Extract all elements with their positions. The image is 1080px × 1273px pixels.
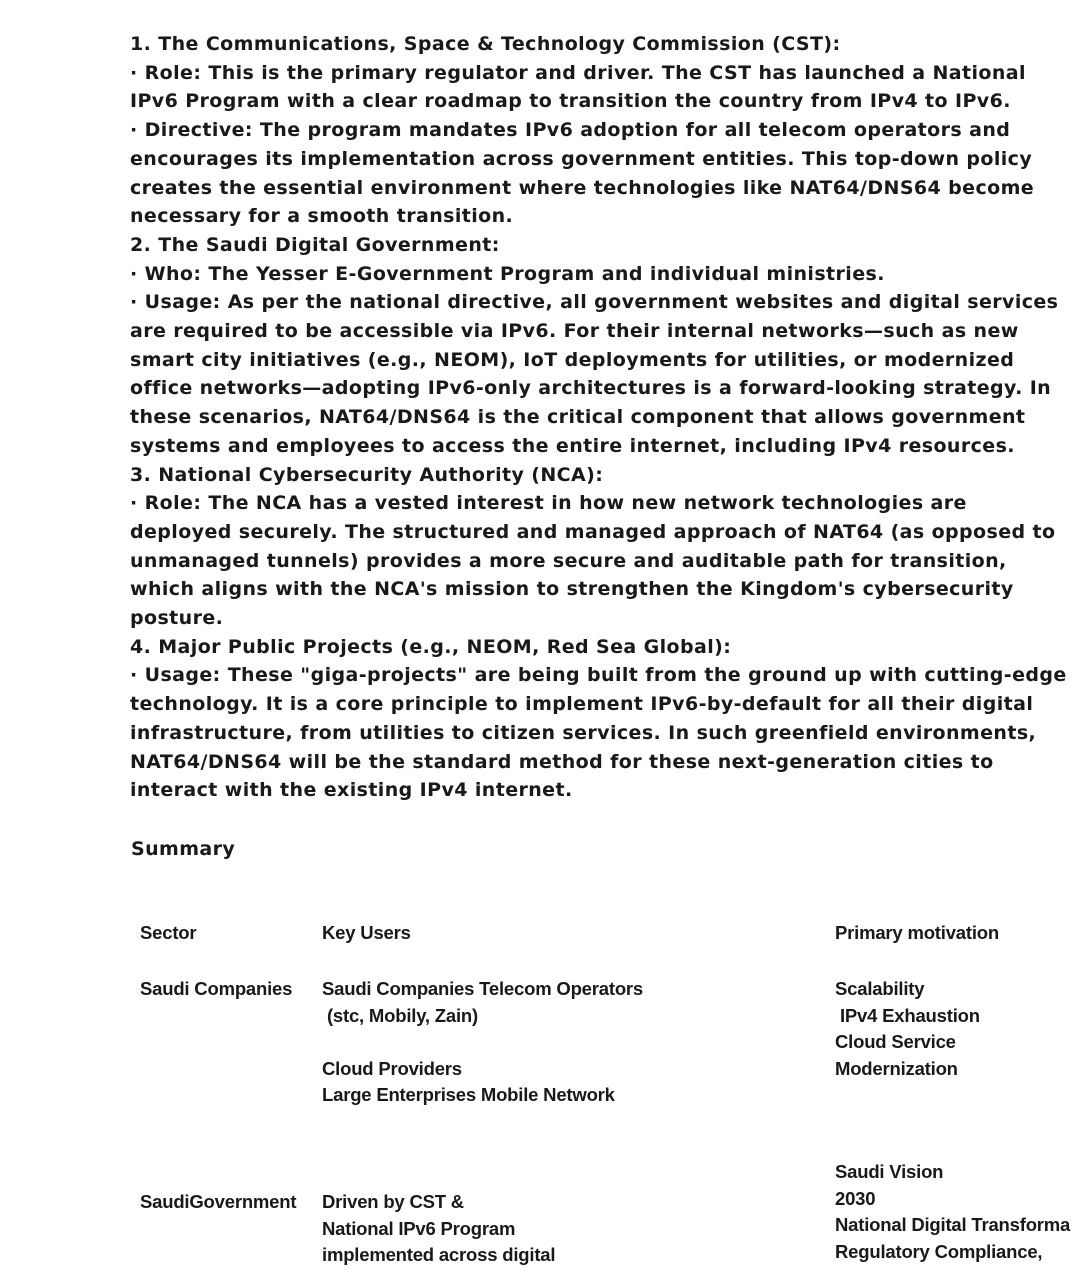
body-line: · Who: The Yesser E-Government Program and individual ministries. xyxy=(130,262,885,285)
table-cell-line: IPv4 Exhaustion xyxy=(835,1004,980,1026)
body-line: · Directive: The program mandates IPv6 adoption for all telecom operators and xyxy=(130,119,1011,142)
body-line: smart city initiatives (e.g., NEOM), IoT deployments for utilities, or modernized xyxy=(130,348,1015,371)
table-cell-line: (stc, Mobily, Zain) xyxy=(322,1004,478,1026)
table-cell-line: National IPv6 Program xyxy=(322,1217,516,1239)
body-line: interact with the existing IPv4 internet. xyxy=(130,779,573,802)
body-line: IPv6 Program with a clear roadmap to transition the country from IPv4 to IPv6. xyxy=(130,90,1011,113)
table-cell-line: Driven by CST & xyxy=(322,1191,464,1212)
body-line: 4. Major Public Projects (e.g., NEOM, Red Sea Global): xyxy=(130,635,732,658)
table-cell-line: Large Enterprises Mobile Network xyxy=(322,1084,615,1106)
body-line: which aligns with the NCA's mission to strengthen the Kingdom's cybersecurity xyxy=(130,578,1014,601)
body-line: encourages its implementation across government entities. This top-down policy xyxy=(130,147,1033,170)
table-cell-line: Saudi Companies Telecom Operators xyxy=(322,978,644,999)
body-line: 2. The Saudi Digital Government: xyxy=(130,233,500,256)
table-header-sector: Sector xyxy=(140,922,197,943)
table-cell-line: Scalability xyxy=(835,978,925,999)
body-line: infrastructure, from utilities to citizen services. In such greenfield environments, xyxy=(130,721,1037,744)
table-cell-line: Saudi Vision xyxy=(835,1161,944,1182)
body-line: necessary for a smooth transition. xyxy=(130,205,514,228)
table-header-primary-motivation: Primary motivation xyxy=(835,922,999,943)
body-line: posture. xyxy=(130,607,224,630)
table-cell-line xyxy=(322,1029,643,1056)
table-cell-line: National Digital Transforma xyxy=(835,1214,1071,1236)
table-cell-sector-row1: Saudi Companies xyxy=(140,978,293,999)
body-line: these scenarios, NAT64/DNS64 is the critical component that allows government xyxy=(130,406,1026,429)
table-cell-line: 2030 xyxy=(835,1187,876,1209)
body-line: technology. It is a core principle to implement IPv6-by-default for all their digital xyxy=(130,693,1034,716)
body-line: 1. The Communications, Space & Technology Commission (CST): xyxy=(130,33,841,55)
body-line: 3. National Cybersecurity Authority (NCA): xyxy=(130,463,604,486)
body-line: unmanaged tunnels) provides a more secure and auditable path for transition, xyxy=(130,549,1007,572)
table-cell-key-users-row1 xyxy=(322,976,643,1109)
table-cell-line: Cloud Service xyxy=(835,1031,956,1053)
table-header-key-users: Key Users xyxy=(322,922,411,943)
body-line: creates the essential environment where technologies like NAT64/DNS64 become xyxy=(130,176,1035,199)
body-line: · Usage: These "giga-projects" are being built from the ground up with cutting-edge xyxy=(130,664,1067,687)
table-cell-motivation-row2 xyxy=(835,1159,1070,1265)
body-line: are required to be accessible via IPv6. For their internal networks—such as new xyxy=(130,320,1019,343)
body-line: deployed securely. The structured and managed approach of NAT64 (as opposed to xyxy=(130,520,1056,543)
body-line: NAT64/DNS64 will be the standard method for these next-generation cities to xyxy=(130,750,994,773)
summary-heading: Summary xyxy=(131,838,236,860)
table-cell-line: Cloud Providers xyxy=(322,1057,462,1079)
table-cell-key-users-row2 xyxy=(322,1189,555,1269)
body-line: office networks—adopting IPv6-only architectures is a forward-looking strategy. In xyxy=(130,377,1052,400)
body-line: · Role: This is the primary regulator and driver. The CST has launched a National xyxy=(130,61,1026,84)
table-cell-sector-row2: SaudiGovernment xyxy=(140,1191,297,1212)
body-line: systems and employees to access the entire internet, including IPv4 resources. xyxy=(130,434,1015,457)
table-cell-line: Modernization xyxy=(835,1057,958,1079)
table-cell-line: Regulatory Compliance, xyxy=(835,1240,1043,1262)
body-line: · Usage: As per the national directive, all government websites and digital services xyxy=(130,291,1059,314)
table-cell-motivation-row1 xyxy=(835,976,980,1082)
table-cell-line: implemented across digital xyxy=(322,1244,556,1266)
body-line: · Role: The NCA has a vested interest in how new network technologies are xyxy=(130,492,967,515)
